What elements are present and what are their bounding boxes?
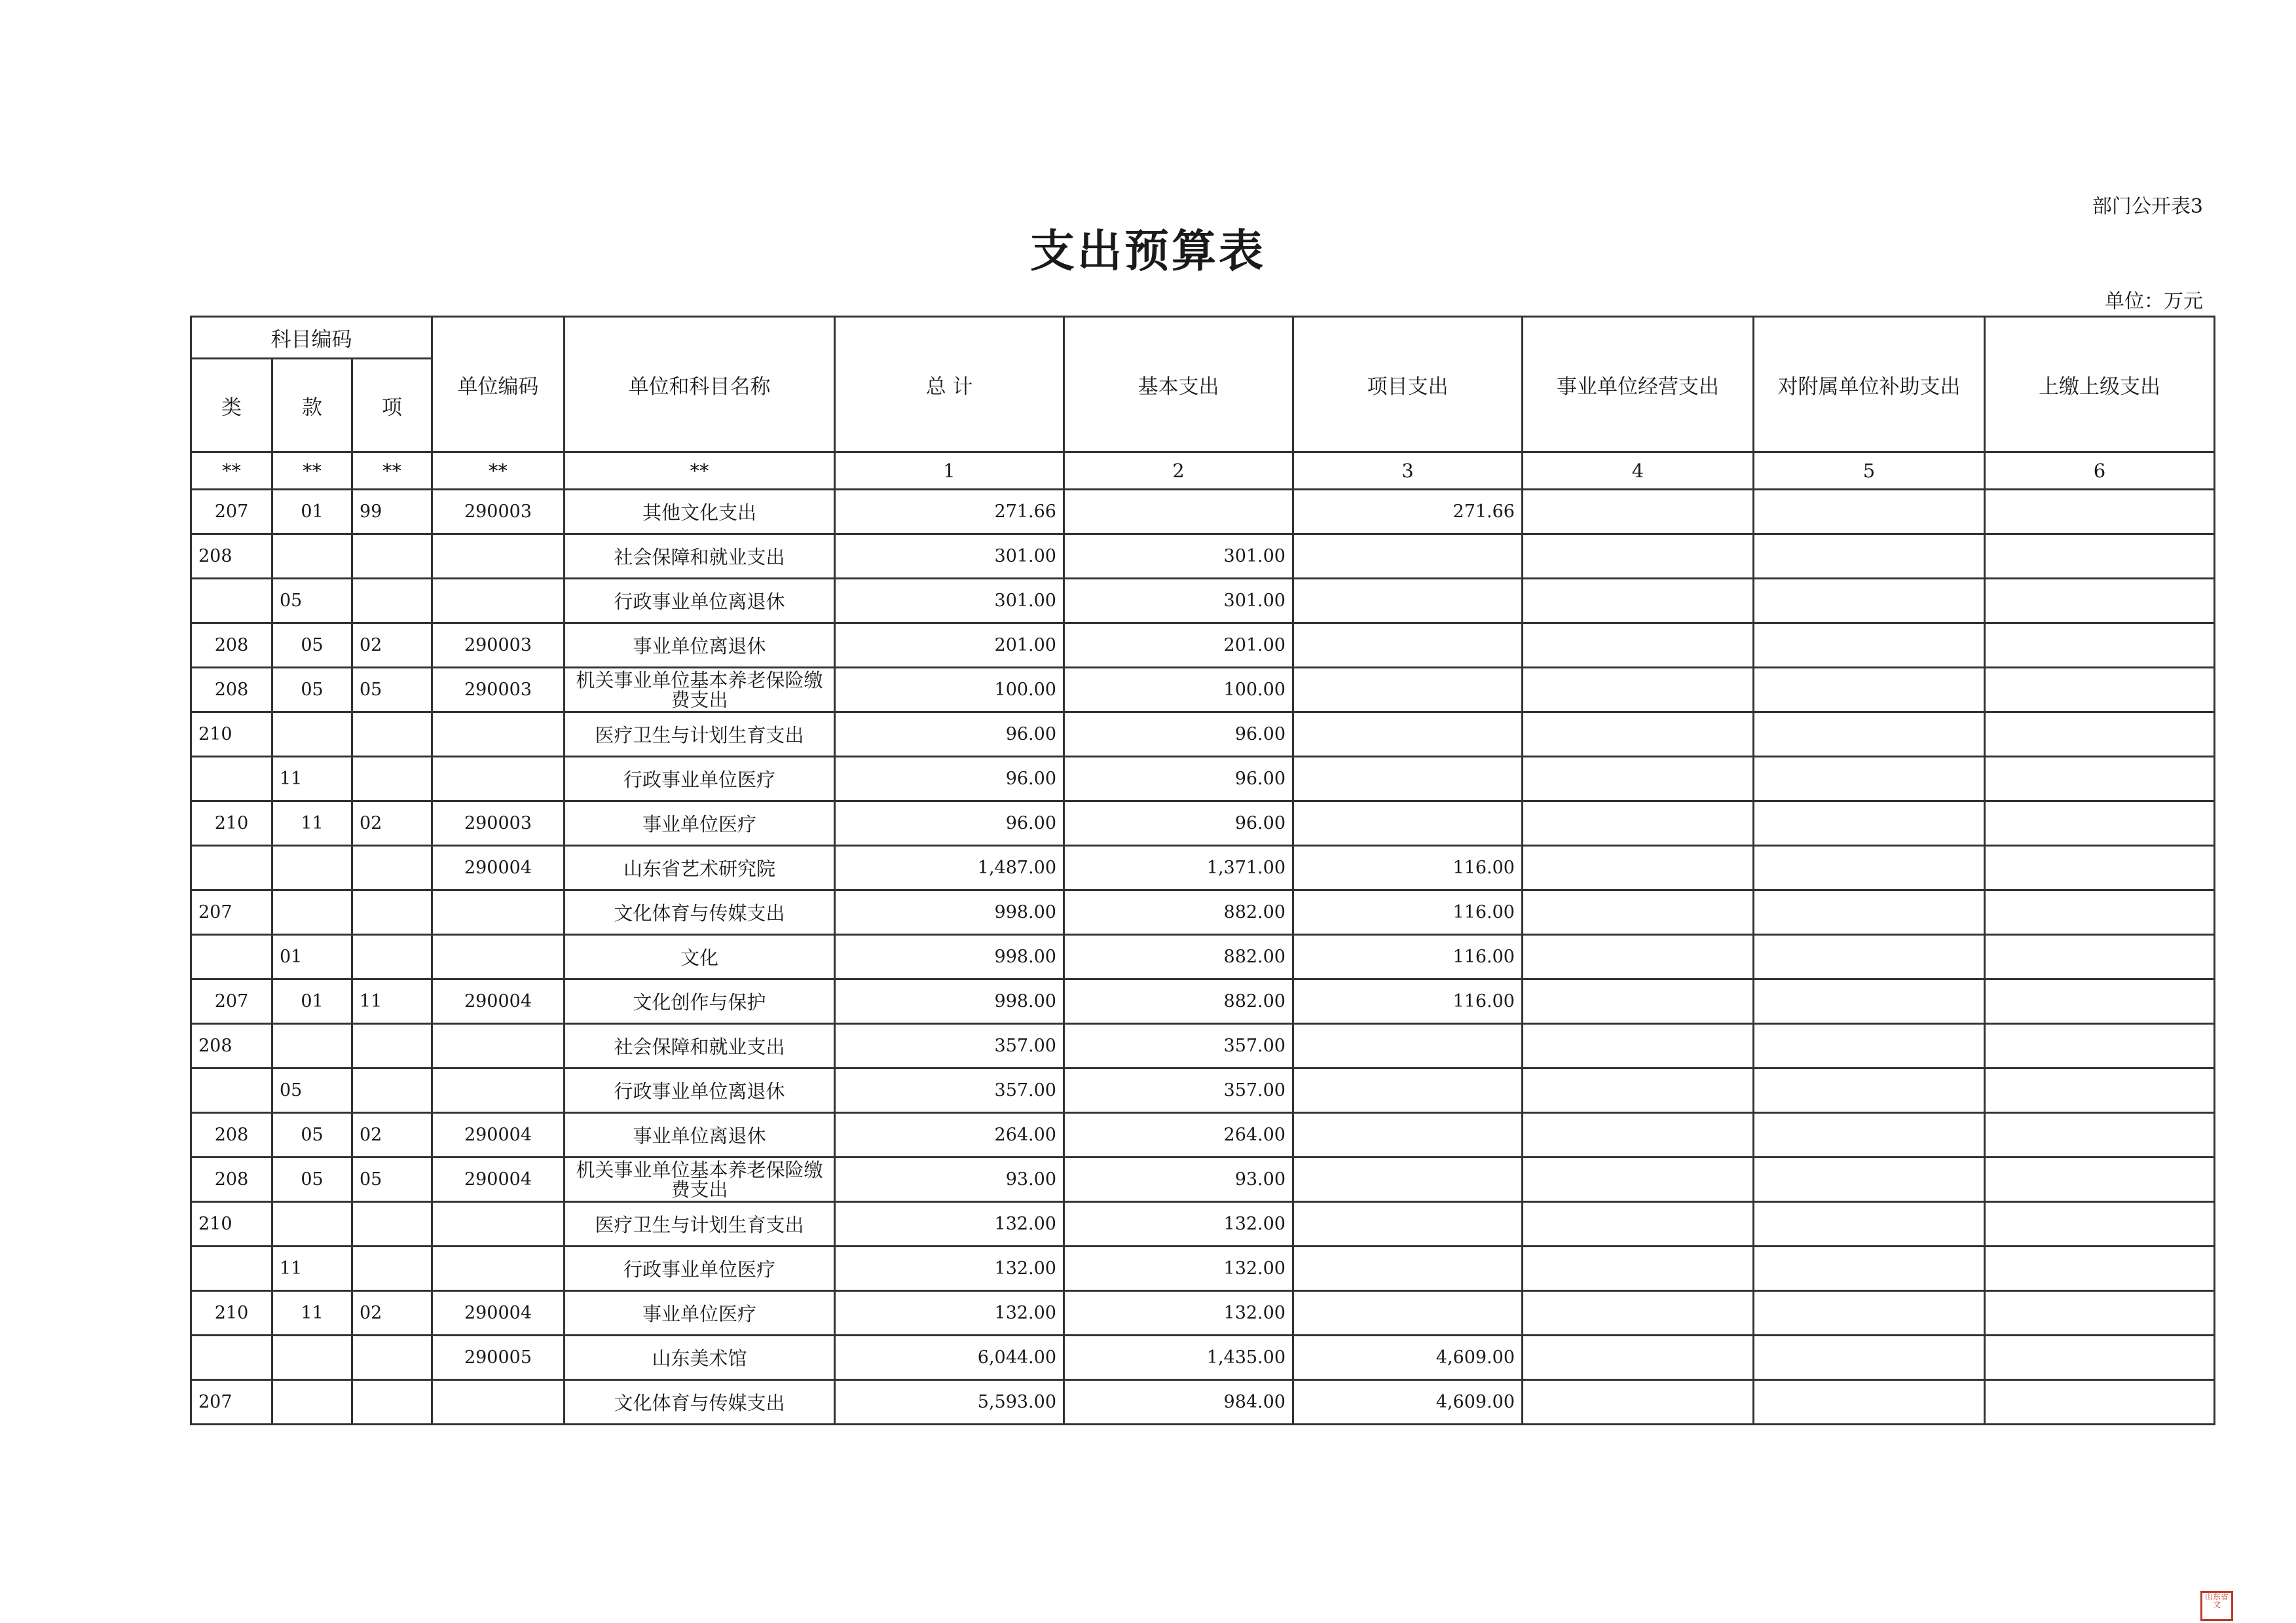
cell-kuan: [272, 1024, 352, 1068]
cell-kuan: 01: [272, 490, 352, 534]
cell-xiang: [352, 712, 432, 757]
cell-unit-code: [432, 712, 565, 757]
cell-project: 4,609.00: [1293, 1336, 1523, 1380]
cell-lei: 207: [191, 890, 272, 935]
cell-total: 998.00: [835, 979, 1064, 1024]
table-row: [191, 801, 2215, 846]
cell-project: [1293, 623, 1523, 668]
cell-basic: 882.00: [1064, 935, 1293, 979]
cell-subsidy: [1754, 1202, 1985, 1247]
cell-lei: 208: [191, 668, 272, 712]
cell-remit: [1985, 757, 2215, 801]
cell-unit-code: [432, 1380, 565, 1425]
column-number-row: [191, 452, 2215, 490]
cell-unit-code: [432, 1247, 565, 1291]
unit-label: 单位：万元: [2105, 290, 2203, 313]
cell-basic: 201.00: [1064, 623, 1293, 668]
table-row: [191, 623, 2215, 668]
cell-unit-code: [432, 1068, 565, 1113]
cell-total: 264.00: [835, 1113, 1064, 1158]
cell-project: 116.00: [1293, 979, 1523, 1024]
header-lei: 类: [191, 359, 272, 452]
cell-name: 山东省艺术研究院: [565, 846, 835, 890]
cell-project: [1293, 757, 1523, 801]
cell-subsidy: [1754, 579, 1985, 623]
cell-business: [1523, 890, 1754, 935]
table-row: [191, 1068, 2215, 1113]
cell-basic: 100.00: [1064, 668, 1293, 712]
cell-remit: [1985, 534, 2215, 579]
table-row: [191, 1202, 2215, 1247]
cell-basic: 132.00: [1064, 1247, 1293, 1291]
page-title: 支出预算表: [1029, 225, 1266, 278]
table-row: [191, 712, 2215, 757]
cell-name: 其他文化支出: [565, 490, 835, 534]
cell-remit: [1985, 979, 2215, 1024]
cell-kuan: 01: [272, 979, 352, 1024]
cell-basic: [1064, 490, 1293, 534]
cell-project: [1293, 1247, 1523, 1291]
cell-subsidy: [1754, 623, 1985, 668]
marker-cell: 6: [1985, 452, 2215, 490]
marker-cell: 2: [1064, 452, 1293, 490]
cell-subsidy: [1754, 668, 1985, 712]
cell-unit-code: [432, 935, 565, 979]
cell-xiang: 99: [352, 490, 432, 534]
header-unit-subject-name: 单位和科目名称: [565, 317, 835, 452]
cell-subsidy: [1754, 979, 1985, 1024]
cell-project: 116.00: [1293, 935, 1523, 979]
cell-name: 行政事业单位离退休: [565, 579, 835, 623]
table-row: [191, 1247, 2215, 1291]
cell-xiang: 02: [352, 623, 432, 668]
cell-unit-code: 290003: [432, 490, 565, 534]
seal-stamp: 山东省文: [2200, 1591, 2233, 1621]
cell-project: 271.66: [1293, 490, 1523, 534]
cell-total: 357.00: [835, 1068, 1064, 1113]
cell-basic: 132.00: [1064, 1202, 1293, 1247]
cell-remit: [1985, 1380, 2215, 1425]
cell-lei: 208: [191, 534, 272, 579]
cell-remit: [1985, 1068, 2215, 1113]
cell-name: 行政事业单位医疗: [565, 757, 835, 801]
cell-project: [1293, 1202, 1523, 1247]
cell-project: 4,609.00: [1293, 1380, 1523, 1425]
cell-xiang: [352, 757, 432, 801]
cell-name: 事业单位离退休: [565, 623, 835, 668]
cell-kuan: 05: [272, 1068, 352, 1113]
cell-name: 事业单位离退休: [565, 1113, 835, 1158]
cell-basic: 1,371.00: [1064, 846, 1293, 890]
cell-business: [1523, 1024, 1754, 1068]
cell-business: [1523, 623, 1754, 668]
table-row: [191, 935, 2215, 979]
cell-basic: 1,435.00: [1064, 1336, 1293, 1380]
cell-business: [1523, 1291, 1754, 1336]
cell-business: [1523, 1380, 1754, 1425]
table-body: [191, 490, 2215, 1425]
table-row: [191, 1336, 2215, 1380]
cell-unit-code: [432, 579, 565, 623]
cell-subsidy: [1754, 1247, 1985, 1291]
cell-unit-code: 290004: [432, 979, 565, 1024]
cell-subsidy: [1754, 712, 1985, 757]
cell-remit: [1985, 1113, 2215, 1158]
cell-remit: [1985, 1158, 2215, 1202]
cell-total: 132.00: [835, 1202, 1064, 1247]
cell-total: 357.00: [835, 1024, 1064, 1068]
cell-lei: 208: [191, 1113, 272, 1158]
table-row: [191, 1113, 2215, 1158]
cell-kuan: [272, 890, 352, 935]
cell-lei: [191, 935, 272, 979]
cell-unit-code: 290003: [432, 668, 565, 712]
cell-business: [1523, 490, 1754, 534]
cell-subsidy: [1754, 801, 1985, 846]
cell-subsidy: [1754, 1380, 1985, 1425]
cell-basic: 132.00: [1064, 1291, 1293, 1336]
table-row: [191, 846, 2215, 890]
cell-project: [1293, 1024, 1523, 1068]
header-remit: 上缴上级支出: [1985, 317, 2215, 452]
cell-unit-code: [432, 1024, 565, 1068]
cell-project: [1293, 712, 1523, 757]
cell-basic: 96.00: [1064, 801, 1293, 846]
marker-cell: 5: [1754, 452, 1985, 490]
header-xiang: 项: [352, 359, 432, 452]
cell-xiang: [352, 579, 432, 623]
cell-name: 文化创作与保护: [565, 979, 835, 1024]
cell-unit-code: 290004: [432, 1158, 565, 1202]
expenditure-budget-table: [190, 316, 2215, 1425]
cell-kuan: [272, 1380, 352, 1425]
cell-project: [1293, 1158, 1523, 1202]
marker-cell: **: [565, 452, 835, 490]
cell-unit-code: 290004: [432, 1291, 565, 1336]
cell-basic: 984.00: [1064, 1380, 1293, 1425]
cell-basic: 93.00: [1064, 1158, 1293, 1202]
header-kuan: 款: [272, 359, 352, 452]
cell-unit-code: 290004: [432, 1113, 565, 1158]
cell-xiang: 02: [352, 801, 432, 846]
marker-cell: 1: [835, 452, 1064, 490]
header-basic: 基本支出: [1064, 317, 1293, 452]
cell-business: [1523, 534, 1754, 579]
cell-subsidy: [1754, 935, 1985, 979]
cell-unit-code: 290005: [432, 1336, 565, 1380]
header-project: 项目支出: [1293, 317, 1523, 452]
cell-business: [1523, 1068, 1754, 1113]
cell-project: 116.00: [1293, 846, 1523, 890]
cell-total: 998.00: [835, 890, 1064, 935]
cell-unit-code: 290003: [432, 801, 565, 846]
cell-business: [1523, 935, 1754, 979]
cell-basic: 357.00: [1064, 1068, 1293, 1113]
cell-total: 93.00: [835, 1158, 1064, 1202]
marker-cell: **: [272, 452, 352, 490]
table-row: [191, 534, 2215, 579]
cell-business: [1523, 1113, 1754, 1158]
cell-subsidy: [1754, 1024, 1985, 1068]
cell-business: [1523, 579, 1754, 623]
cell-xiang: [352, 1068, 432, 1113]
cell-remit: [1985, 1336, 2215, 1380]
cell-kuan: [272, 534, 352, 579]
cell-unit-code: [432, 757, 565, 801]
cell-kuan: 11: [272, 1247, 352, 1291]
cell-business: [1523, 1202, 1754, 1247]
cell-basic: 96.00: [1064, 712, 1293, 757]
cell-project: 116.00: [1293, 890, 1523, 935]
cell-remit: [1985, 579, 2215, 623]
cell-subsidy: [1754, 1291, 1985, 1336]
marker-cell: **: [432, 452, 565, 490]
cell-project: [1293, 1068, 1523, 1113]
cell-total: 6,044.00: [835, 1336, 1064, 1380]
cell-remit: [1985, 890, 2215, 935]
cell-lei: [191, 579, 272, 623]
cell-business: [1523, 846, 1754, 890]
table-row: [191, 579, 2215, 623]
cell-subsidy: [1754, 1113, 1985, 1158]
cell-total: 132.00: [835, 1291, 1064, 1336]
cell-lei: [191, 846, 272, 890]
cell-lei: 208: [191, 1024, 272, 1068]
header-row-1: [191, 317, 2215, 359]
cell-name: 文化体育与传媒支出: [565, 890, 835, 935]
cell-name: 文化: [565, 935, 835, 979]
cell-remit: [1985, 846, 2215, 890]
cell-project: [1293, 534, 1523, 579]
cell-subsidy: [1754, 846, 1985, 890]
cell-remit: [1985, 1202, 2215, 1247]
cell-business: [1523, 1158, 1754, 1202]
cell-kuan: 05: [272, 1158, 352, 1202]
cell-basic: 301.00: [1064, 534, 1293, 579]
cell-total: 1,487.00: [835, 846, 1064, 890]
cell-kuan: 11: [272, 801, 352, 846]
cell-xiang: [352, 890, 432, 935]
cell-total: 301.00: [835, 534, 1064, 579]
cell-remit: [1985, 490, 2215, 534]
table-row: [191, 1024, 2215, 1068]
cell-total: 998.00: [835, 935, 1064, 979]
cell-subsidy: [1754, 890, 1985, 935]
table-row: [191, 979, 2215, 1024]
cell-lei: 207: [191, 979, 272, 1024]
cell-remit: [1985, 668, 2215, 712]
cell-business: [1523, 757, 1754, 801]
cell-lei: [191, 1068, 272, 1113]
cell-remit: [1985, 1247, 2215, 1291]
cell-name: 医疗卫生与计划生育支出: [565, 712, 835, 757]
cell-basic: 301.00: [1064, 579, 1293, 623]
cell-remit: [1985, 801, 2215, 846]
cell-subsidy: [1754, 757, 1985, 801]
header-unit-code: 单位编码: [432, 317, 565, 452]
cell-kuan: 01: [272, 935, 352, 979]
cell-remit: [1985, 1291, 2215, 1336]
cell-lei: 207: [191, 490, 272, 534]
header-total: 总 计: [835, 317, 1064, 452]
cell-xiang: 02: [352, 1291, 432, 1336]
table-row: [191, 1291, 2215, 1336]
marker-cell: **: [191, 452, 272, 490]
cell-total: 301.00: [835, 579, 1064, 623]
cell-kuan: [272, 1202, 352, 1247]
cell-name: 山东美术馆: [565, 1336, 835, 1380]
cell-basic: 882.00: [1064, 979, 1293, 1024]
cell-xiang: [352, 1247, 432, 1291]
cell-name: 医疗卫生与计划生育支出: [565, 1202, 835, 1247]
header-business: 事业单位经营支出: [1523, 317, 1754, 452]
cell-xiang: 11: [352, 979, 432, 1024]
table-row: [191, 1158, 2215, 1202]
cell-unit-code: [432, 890, 565, 935]
cell-total: 132.00: [835, 1247, 1064, 1291]
marker-cell: **: [352, 452, 432, 490]
cell-xiang: [352, 846, 432, 890]
cell-kuan: [272, 712, 352, 757]
cell-kuan: 05: [272, 623, 352, 668]
cell-project: [1293, 579, 1523, 623]
marker-cell: 3: [1293, 452, 1523, 490]
cell-unit-code: 290004: [432, 846, 565, 890]
cell-name: 机关事业单位基本养老保险缴费支出: [565, 668, 835, 712]
cell-xiang: [352, 1380, 432, 1425]
cell-project: [1293, 668, 1523, 712]
cell-total: 96.00: [835, 801, 1064, 846]
cell-xiang: [352, 1202, 432, 1247]
cell-lei: 210: [191, 1202, 272, 1247]
cell-xiang: [352, 935, 432, 979]
cell-lei: [191, 1247, 272, 1291]
cell-lei: 208: [191, 1158, 272, 1202]
cell-project: [1293, 801, 1523, 846]
table-row: [191, 757, 2215, 801]
cell-subsidy: [1754, 534, 1985, 579]
cell-xiang: 02: [352, 1113, 432, 1158]
cell-xiang: [352, 534, 432, 579]
cell-unit-code: [432, 534, 565, 579]
cell-name: 事业单位医疗: [565, 801, 835, 846]
cell-name: 机关事业单位基本养老保险缴费支出: [565, 1158, 835, 1202]
cell-remit: [1985, 712, 2215, 757]
cell-name: 社会保障和就业支出: [565, 1024, 835, 1068]
header-subject-code: 科目编码: [191, 317, 432, 359]
table-row: [191, 1380, 2215, 1425]
cell-business: [1523, 668, 1754, 712]
table-row: [191, 668, 2215, 712]
cell-lei: 210: [191, 801, 272, 846]
cell-kuan: 11: [272, 757, 352, 801]
cell-basic: 882.00: [1064, 890, 1293, 935]
cell-subsidy: [1754, 1158, 1985, 1202]
cell-lei: 210: [191, 1291, 272, 1336]
table-row: [191, 490, 2215, 534]
cell-subsidy: [1754, 1068, 1985, 1113]
cell-name: 文化体育与传媒支出: [565, 1380, 835, 1425]
cell-name: 社会保障和就业支出: [565, 534, 835, 579]
header-subsidy: 对附属单位补助支出: [1754, 317, 1985, 452]
cell-xiang: 05: [352, 668, 432, 712]
cell-name: 行政事业单位医疗: [565, 1247, 835, 1291]
cell-kuan: 05: [272, 579, 352, 623]
cell-unit-code: 290003: [432, 623, 565, 668]
cell-kuan: [272, 1336, 352, 1380]
cell-basic: 264.00: [1064, 1113, 1293, 1158]
cell-remit: [1985, 623, 2215, 668]
cell-remit: [1985, 935, 2215, 979]
cell-business: [1523, 1336, 1754, 1380]
form-number: 部门公开表3: [2092, 195, 2203, 218]
cell-kuan: 05: [272, 668, 352, 712]
cell-total: 201.00: [835, 623, 1064, 668]
cell-xiang: 05: [352, 1158, 432, 1202]
cell-lei: 210: [191, 712, 272, 757]
cell-total: 100.00: [835, 668, 1064, 712]
cell-business: [1523, 801, 1754, 846]
cell-subsidy: [1754, 1336, 1985, 1380]
cell-name: 行政事业单位离退休: [565, 1068, 835, 1113]
cell-subsidy: [1754, 490, 1985, 534]
cell-xiang: [352, 1024, 432, 1068]
cell-lei: 207: [191, 1380, 272, 1425]
cell-business: [1523, 712, 1754, 757]
cell-kuan: [272, 846, 352, 890]
cell-kuan: 11: [272, 1291, 352, 1336]
cell-kuan: 05: [272, 1113, 352, 1158]
cell-basic: 357.00: [1064, 1024, 1293, 1068]
cell-unit-code: [432, 1202, 565, 1247]
cell-lei: [191, 757, 272, 801]
cell-name: 事业单位医疗: [565, 1291, 835, 1336]
cell-total: 271.66: [835, 490, 1064, 534]
cell-remit: [1985, 1024, 2215, 1068]
cell-project: [1293, 1113, 1523, 1158]
table-row: [191, 890, 2215, 935]
cell-xiang: [352, 1336, 432, 1380]
cell-basic: 96.00: [1064, 757, 1293, 801]
cell-project: [1293, 1291, 1523, 1336]
cell-total: 96.00: [835, 712, 1064, 757]
cell-total: 5,593.00: [835, 1380, 1064, 1425]
marker-cell: 4: [1523, 452, 1754, 490]
cell-lei: 208: [191, 623, 272, 668]
cell-lei: [191, 1336, 272, 1380]
cell-total: 96.00: [835, 757, 1064, 801]
cell-business: [1523, 1247, 1754, 1291]
cell-business: [1523, 979, 1754, 1024]
